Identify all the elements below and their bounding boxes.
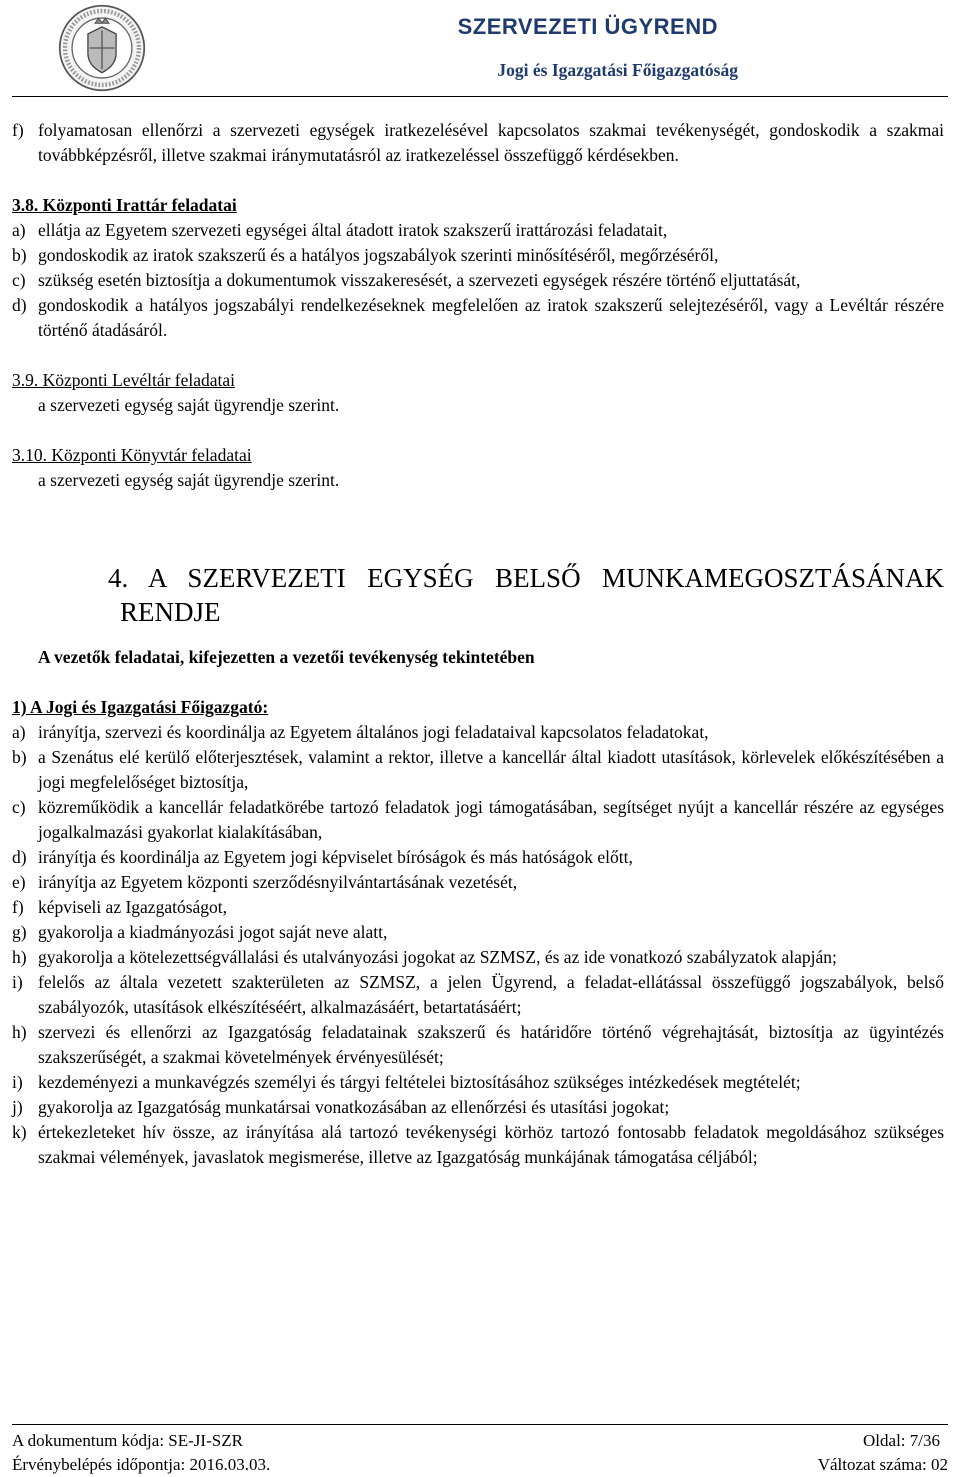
list-item <box>12 845 944 870</box>
document-code: A dokumentum kódja: SE-JI-SZR <box>12 1431 243 1450</box>
item-text: irányítja és koordinálja az Egyetem jogi képviselet bíróságok és más hatóságok előtt, <box>38 847 633 867</box>
item-text: ellátja az Egyetem szervezeti egységei által átadott iratok szakszerű irattározási feladatait, <box>38 220 668 240</box>
chapter-heading <box>12 561 944 595</box>
list-item <box>12 1020 944 1070</box>
item-label: f) <box>12 120 24 140</box>
item-label: d) <box>12 295 27 315</box>
list-item <box>12 1070 944 1095</box>
item-label: a) <box>12 722 26 742</box>
section-heading-3-10: 3.10. Központi Könyvtár feladatai <box>12 445 252 465</box>
chapter-number: 4. <box>108 563 129 593</box>
item-text: irányítja, szervezi és koordinálja az Egyetem általános jogi feladataival kapcsolatos feladatokat, <box>38 722 709 742</box>
item-label: c) <box>12 797 26 817</box>
item-label: j) <box>12 1097 23 1117</box>
item-text: gyakorolja a kiadmányozási jogot saját neve alatt, <box>38 922 388 942</box>
item-text: folyamatosan ellenőrzi a szervezeti egységek iratkezelésével kapcsolatos szakmai tevékenységét, gondoskodik a szakmai továbbképzésről, illetve szakmai iránymutatásról az iratkezeléssel összefüggő kérdésekben. <box>38 120 944 165</box>
section-3-9-text: a szervezeti egység saját ügyrendje szerint. <box>38 395 340 415</box>
role-duty-list <box>12 720 944 1170</box>
item-text: a Szenátus elé kerülő előterjesztések, valamint a rektor, illetve a kancellár által kiadott utasítások, körlevelek előkészítésében a jogi megfelelőséget biztosítja, <box>38 747 944 792</box>
item-label: d) <box>12 847 27 867</box>
item-text: szervezi és ellenőrzi az Igazgatóság feladatainak szakszerű és határidőre történő végrehajtását, biztosítja az ügyintézés szakszerűségét, a szakmai követelmények érvényesülését; <box>38 1022 944 1067</box>
role-heading: 1) A Jogi és Igazgatási Főigazgató: <box>12 697 269 717</box>
list-item <box>12 795 944 845</box>
list-item <box>12 720 944 745</box>
item-text: közreműködik a kancellár feladatkörébe tartozó feladatok jogi támogatásában, segítséget nyújt a kancellár részére az egységes jogalkalmazási gyakorlat kialakításában, <box>38 797 944 842</box>
header-divider <box>12 96 948 97</box>
version-number: Változat száma: 02 <box>817 1455 948 1474</box>
section-heading-3-8: 3.8. Központi Irattár feladatai <box>12 195 237 215</box>
item-label: b) <box>12 245 27 265</box>
list-item <box>12 1095 944 1120</box>
item-text: felelős az általa vezetett szakterületen az SZMSZ, a jelen Ügyrend, a feladat-ellátással összefüggő jogszabályok, belső szabályozók, utasítások elkészítéséért, alkalmazásáért, betartatásáért; <box>38 972 944 1017</box>
list-item <box>12 870 944 895</box>
item-label: h) <box>12 947 27 967</box>
list-item <box>12 920 944 945</box>
chapter-title-line2: RENDJE <box>120 597 221 627</box>
section-3-10-text: a szervezeti egység saját ügyrendje szerint. <box>38 470 340 490</box>
subheading: A vezetők feladatai, kifejezetten a vezetői tevékenység tekintetében <box>38 647 535 667</box>
effective-date: Érvénybelépés időpontja: 2016.03.03. <box>12 1455 271 1474</box>
item-label: a) <box>12 220 26 240</box>
item-label: c) <box>12 270 26 290</box>
list-item <box>12 243 944 268</box>
item-text: értekezleteket hív össze, az irányítása alá tartozó tevékenységi körhöz tartozó fontosabb feladatok megoldásához szükséges szakmai vélemények, javaslatok megismerése, illetve az Igazgatóság munkájának támogatása céljából; <box>38 1122 944 1167</box>
item-label: g) <box>12 922 27 942</box>
item-text: szükség esetén biztosítja a dokumentumok visszakeresését, a szervezeti egységek részére történő eljuttatását, <box>38 270 801 290</box>
item-label: h) <box>12 1022 27 1042</box>
item-text: gyakorolja a kötelezettségvállalási és utalványozási jogokat az SZMSZ, és az ide vonatkozó szabályzatok alapján; <box>38 947 837 967</box>
item-text: kezdeményezi a munkavégzés személyi és tárgyi feltételei biztosításához szükséges intézkedések megtételét; <box>38 1072 801 1092</box>
list-item <box>12 293 944 343</box>
item-text: képviseli az Igazgatóságot, <box>38 897 228 917</box>
page-header <box>0 0 960 96</box>
document-subtitle: Jogi és Igazgatási Főigazgatóság <box>497 60 738 80</box>
item-text: gondoskodik a hatályos jogszabályi rendelkezéseknek megfelelően az iratok szakszerű selejtezéséről, vagy a Levéltár részére történő átadásáról. <box>38 295 944 340</box>
item-text: gyakorolja az Igazgatóság munkatársai vonatkozásában az ellenőrzési és utasítási jogokat; <box>38 1097 670 1117</box>
document-title: SZERVEZETI ÜGYREND <box>457 14 718 39</box>
university-seal-logo <box>58 4 146 92</box>
item-label: e) <box>12 872 26 892</box>
list-item <box>12 218 944 243</box>
chapter-title-line1: A SZERVEZETI EGYSÉG BELSŐ MUNKAMEGOSZTÁSÁNAK <box>148 563 944 593</box>
list-item <box>12 970 944 1020</box>
item-text: irányítja az Egyetem központi szerződésnyilvántartásának vezetését, <box>38 872 518 892</box>
page-number: Oldal: 7/36 <box>863 1431 940 1450</box>
list-item <box>12 895 944 920</box>
list-item <box>12 1120 944 1170</box>
page-footer <box>12 1424 948 1477</box>
item-label: b) <box>12 747 27 767</box>
item-label: i) <box>12 1072 23 1092</box>
item-label: k) <box>12 1122 27 1142</box>
section-3-8-list <box>12 218 944 343</box>
item-label: i) <box>12 972 23 992</box>
list-item <box>12 118 944 168</box>
document-body <box>12 118 944 1170</box>
list-item <box>12 945 944 970</box>
item-text: gondoskodik az iratok szakszerű és a hatályos jogszabályok szerinti minősítéséről, megőrzéséről, <box>38 245 719 265</box>
section-heading-3-9: 3.9. Központi Levéltár feladatai <box>12 370 236 390</box>
list-item <box>12 268 944 293</box>
item-label: f) <box>12 897 24 917</box>
list-item <box>12 745 944 795</box>
